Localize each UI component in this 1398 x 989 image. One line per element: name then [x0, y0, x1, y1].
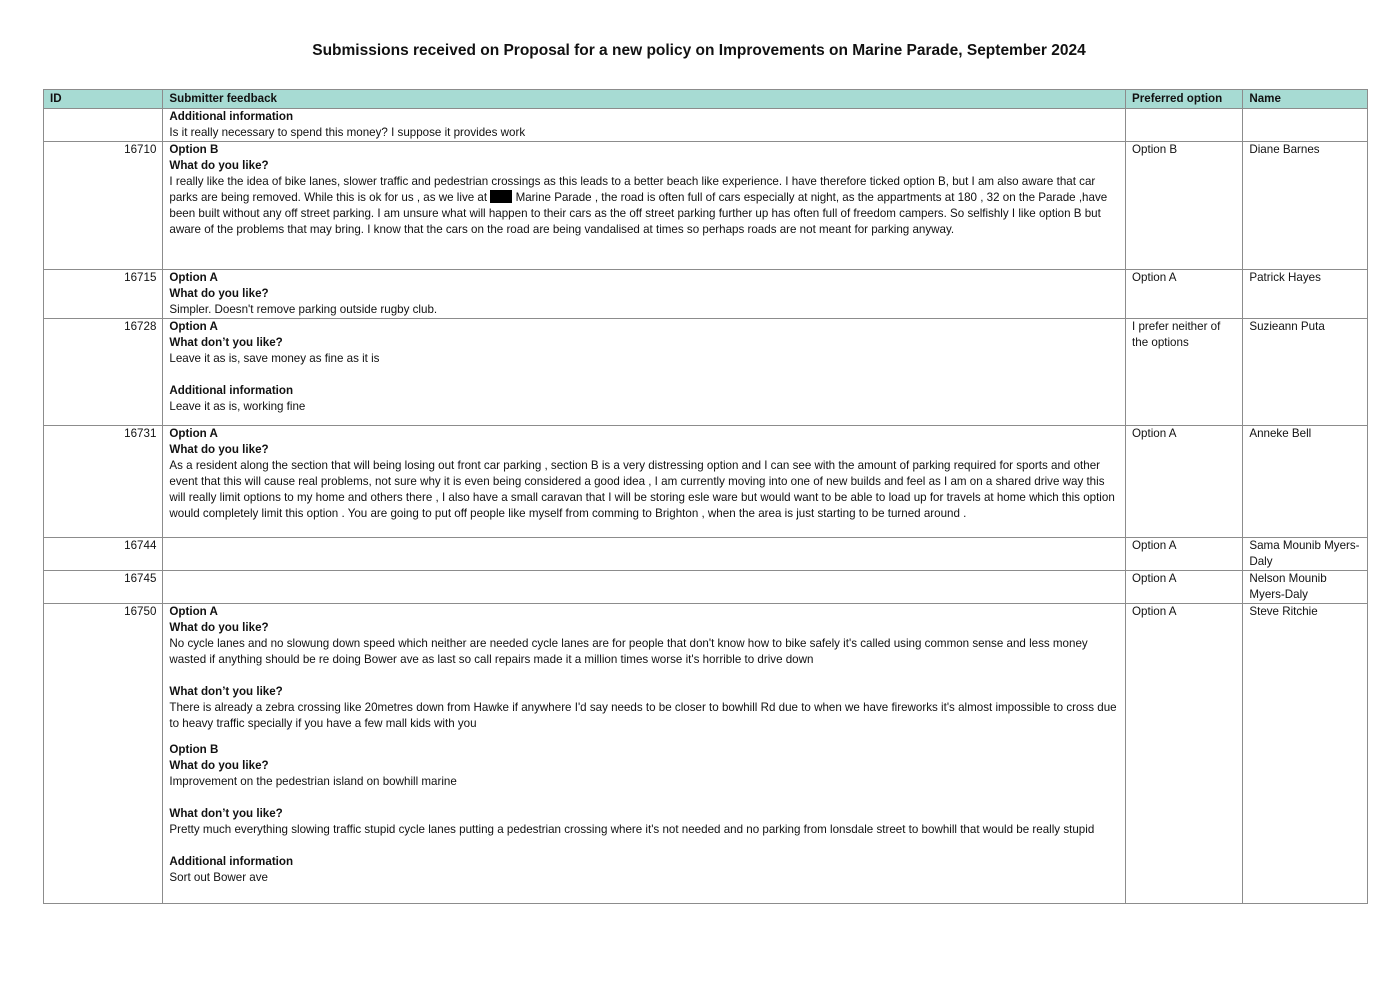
preferred-option: [1126, 109, 1243, 142]
submitter-name: Diane Barnes: [1243, 142, 1368, 270]
column-header-preferred-option: Preferred option: [1126, 90, 1243, 109]
table-row: [44, 142, 1368, 270]
option-label: Option A: [169, 320, 218, 333]
submission-id: 16750: [44, 604, 163, 904]
submitter-feedback: [163, 571, 1126, 604]
submitter-feedback: [163, 604, 1126, 904]
submission-id: 16728: [44, 319, 163, 426]
option-label: Option A: [169, 427, 218, 440]
option-label: Option B: [169, 143, 219, 156]
additional-info-label: Additional information: [169, 110, 294, 123]
additional-info-text: Is it really necessary to spend this money? I suppose it provides work: [169, 126, 526, 139]
preferred-option: Option A: [1126, 270, 1243, 319]
table-header-row: [44, 90, 1368, 109]
submitter-feedback: [163, 319, 1126, 426]
page-title: Submissions received on Proposal for a new policy on Improvements on Marine Parade, September 2024: [312, 42, 1086, 59]
preferred-option: Option A: [1126, 604, 1243, 904]
preferred-option: Option B: [1126, 142, 1243, 270]
option-b-like-label: What do you like?: [169, 759, 269, 772]
submitter-name: Sama Mounib Myers-Daly: [1243, 538, 1368, 571]
preferred-option: Option A: [1126, 571, 1243, 604]
additional-info-label: Additional information: [169, 384, 294, 397]
additional-info-label: Additional information: [169, 855, 294, 868]
dislike-label: What don’t you like?: [169, 336, 283, 349]
submission-id: 16745: [44, 571, 163, 604]
like-text: Simpler. Doesn't remove parking outside rugby club.: [169, 303, 438, 316]
submissions-table: [43, 89, 1368, 904]
table-row: [44, 604, 1368, 904]
submission-id: 16744: [44, 538, 163, 571]
submission-id: [44, 109, 163, 142]
submitter-name: Nelson Mounib Myers-Daly: [1243, 571, 1368, 604]
option-a-label: Option A: [169, 605, 218, 618]
option-a-dislike-text: There is already a zebra crossing like 20metres down from Hawke if anywhere I'd say needs to be closer to bowhill Rd due to when we have fireworks it's almost impossible to cross due to heavy traffic specially if you have a few mall kids with you: [169, 701, 1117, 730]
submitter-name: [1243, 109, 1368, 142]
table-row: [44, 109, 1368, 142]
like-text: [169, 174, 1119, 238]
submitter-name: Patrick Hayes: [1243, 270, 1368, 319]
like-label: What do you like?: [169, 159, 269, 172]
submission-id: 16715: [44, 270, 163, 319]
additional-info-text: Sort out Bower ave: [169, 871, 269, 884]
like-text-part-1: I really like the idea of bike lanes, slower traffic and pedestrian crossings as this leads to a better beach like experience. I have therefore ticked option B, but I am also aware that car parks are being removed. While this is ok for us , as we live at: [169, 175, 1096, 204]
preferred-option: Option A: [1126, 538, 1243, 571]
table-row: [44, 270, 1368, 319]
table-row: [44, 538, 1368, 571]
option-label: Option A: [169, 271, 218, 284]
submitter-feedback: [163, 426, 1126, 538]
table-row: [44, 571, 1368, 604]
like-text: As a resident along the section that will being losing out front car parking , section B is a very distressing option and I can see with the amount of parking required for sports and other event that this will cause real problems, not sure why it is even being considered a good idea , I am currently moving into one of new builds and feel as I am on a shared drive way this will really limit options to my home and others there , I also have a small caravan that I will be storing esle ware but would want to be able to load up for travels at home which this option would completely limit this option . You are going to put off people like myself from comming to Brighton , when the area is just starting to be turned around .: [169, 459, 1115, 520]
option-a-dislike-label: What don’t you like?: [169, 685, 283, 698]
like-label: What do you like?: [169, 287, 269, 300]
option-b-label: Option B: [169, 743, 219, 756]
dislike-text: Leave it as is, save money as fine as it is: [169, 352, 380, 365]
table-row: [44, 426, 1368, 538]
option-a-like-label: What do you like?: [169, 621, 269, 634]
submission-id: 16731: [44, 426, 163, 538]
redaction-block: [490, 190, 512, 203]
submitter-feedback: [163, 538, 1126, 571]
submitter-feedback: [163, 109, 1126, 142]
additional-info-text: Leave it as is, working fine: [169, 400, 306, 413]
option-a-like-text: No cycle lanes and no slowung down speed which neither are needed cycle lanes are for people that don't know how to bike safely it's called using common sense and less money wasted if anything should be re doing Bower ave as last so call repairs made it a million times worse it's horrible to drive down: [169, 637, 1088, 666]
submitter-name: Suzieann Puta: [1243, 319, 1368, 426]
option-b-like-text: Improvement on the pedestrian island on bowhill marine: [169, 775, 457, 788]
preferred-option: Option A: [1126, 426, 1243, 538]
table-row: [44, 319, 1368, 426]
like-label: What do you like?: [169, 443, 269, 456]
like-text-part-2: Marine Parade , the road is often full of cars especially at night, as the appartments at 180 , 32 on the Parade ,have been built without any off street parking. I am unsure what will happen to their cars as the off street parking further up has often full of freedom campers. So selfishly I like option B but aware of the problems that may bring. I know that the cars on the road are being vandalised at times so perhaps roads are not meant for parking anyway.: [169, 191, 1108, 236]
option-b-dislike-text: Pretty much everything slowing traffic stupid cycle lanes putting a pedestrian crossing where it's not needed and no parking from lonsdale street to bowhill that would be really stupid: [169, 823, 1095, 836]
submitter-feedback: [163, 142, 1126, 270]
submitter-name: Anneke Bell: [1243, 426, 1368, 538]
column-header-name: Name: [1243, 90, 1368, 109]
submission-id: 16710: [44, 142, 163, 270]
preferred-option: I prefer neither of the options: [1126, 319, 1243, 426]
option-b-dislike-label: What don’t you like?: [169, 807, 283, 820]
submitter-name: Steve Ritchie: [1243, 604, 1368, 904]
column-header-feedback: Submitter feedback: [163, 90, 1126, 109]
submitter-feedback: [163, 270, 1126, 319]
column-header-id: ID: [44, 90, 163, 109]
